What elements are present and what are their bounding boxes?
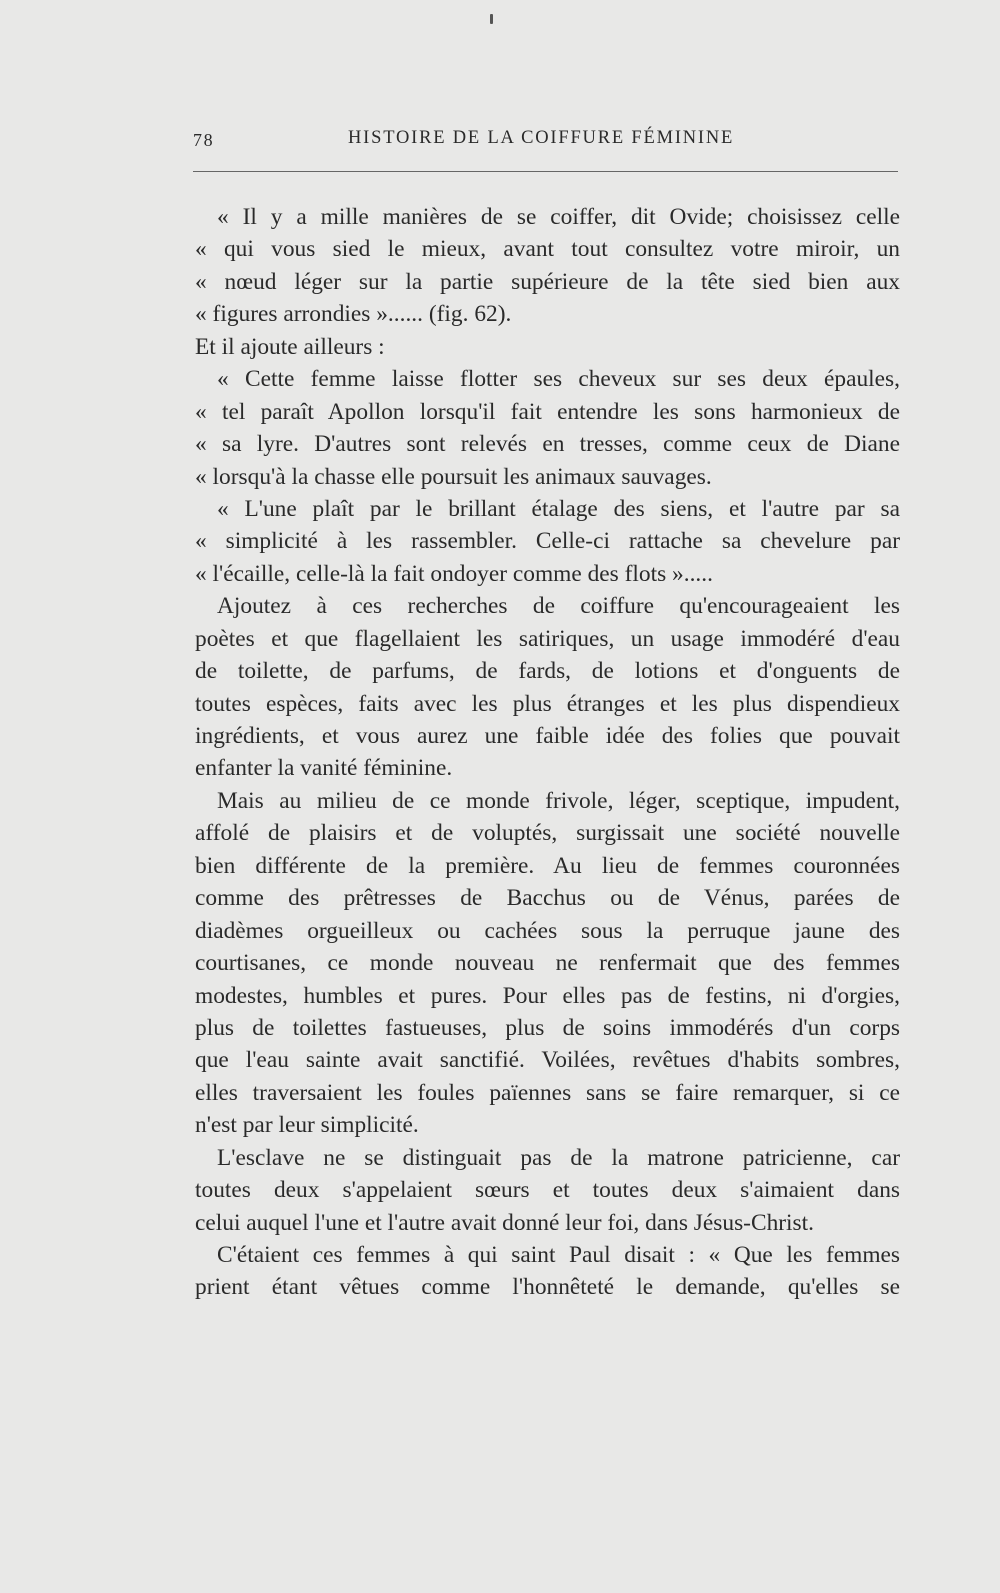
text-line: n'est par leur simplicité. [195,1112,419,1139]
text-line: diadèmes orgueilleux ou cachées sous la perruque jaune des [195,917,900,944]
text-line: Et il ajoute ailleurs : [195,333,385,360]
text-line: « simplicité à les rassembler. Celle-ci rattache sa chevelure par [195,528,900,555]
text-line: « nœud léger sur la partie supérieure de la tête sied bien aux [195,268,900,295]
text-line: affolé de plaisirs et de voluptés, surgissait une société nouvelle [195,820,900,847]
text-line: « tel paraît Apollon lorsqu'il fait entendre les sons harmonieux de [195,398,900,425]
text-line: modestes, humbles et pures. Pour elles pas de festins, ni d'orgies, [195,982,900,1009]
text-line: « qui vous sied le mieux, avant tout consultez votre miroir, un [195,236,900,263]
text-line: « sa lyre. D'autres sont relevés en tresses, comme ceux de Diane [195,431,900,458]
text-line: elles traversaient les foules païennes sans se faire remarquer, si ce [195,1079,900,1106]
text-line: toutes deux s'appelaient sœurs et toutes deux s'aimaient dans [195,1177,900,1204]
text-line: ingrédients, et vous aurez une faible idée des folies que pouvait [195,723,900,749]
text-line: « l'écaille, celle-là la fait ondoyer comme des flots »..... [195,560,713,587]
header-rule [193,171,898,172]
body-text [195,201,900,1304]
text-line: que l'eau sainte avait sanctifié. Voilées, revêtues d'habits sombres, [195,1047,900,1074]
text-line: C'étaient ces femmes à qui saint Paul disait : « Que les femmes [217,1242,900,1268]
text-line: « Cette femme laisse flotter ses cheveux sur ses deux épaules, [217,366,900,393]
running-title: HISTOIRE DE LA COIFFURE FÉMININE [348,128,735,148]
text-line: L'esclave ne se distinguait pas de la matrone patricienne, car [217,1144,900,1171]
text-line: Ajoutez à ces recherches de coiffure qu'encourageaient les [217,593,900,620]
text-line: courtisanes, ce monde nouveau ne renfermait que des femmes [195,950,900,977]
text-line: « Il y a mille manières de se coiffer, dit Ovide; choisissez celle [217,204,900,230]
page-number: 78 [193,130,215,150]
text-line: « L'une plaît par le brillant étalage des siens, et l'autre par sa [217,495,900,522]
running-head [193,128,898,158]
text-line: enfanter la vanité féminine. [195,755,453,782]
text-line: de toilette, de parfums, de fards, de lotions et d'onguents de [195,658,900,685]
text-line: toutes espèces, faits avec les plus étranges et les plus dispendieux [195,690,900,717]
text-line: celui auquel l'une et l'autre avait donné leur foi, dans Jésus-Christ. [195,1209,815,1236]
text-line: bien différente de la première. Au lieu de femmes couronnées [195,852,900,879]
text-line: comme des prêtresses de Bacchus ou de Vénus, parées de [195,885,900,912]
text-line: « lorsqu'à la chasse elle poursuit les animaux sauvages. [195,463,712,490]
text-line: « figures arrondies »...... (fig. 62). [195,301,512,328]
text-line: plus de toilettes fastueuses, plus de soins immodérés d'un corps [195,1014,900,1041]
text-line: poètes et que flagellaient les satiriques, un usage immodéré d'eau [195,625,900,652]
ink-smudge [490,14,493,24]
text-line: Mais au milieu de ce monde frivole, léger, sceptique, impudent, [217,787,900,814]
text-line: prient étant vêtues comme l'honnêteté le demande, qu'elles se [195,1274,900,1301]
